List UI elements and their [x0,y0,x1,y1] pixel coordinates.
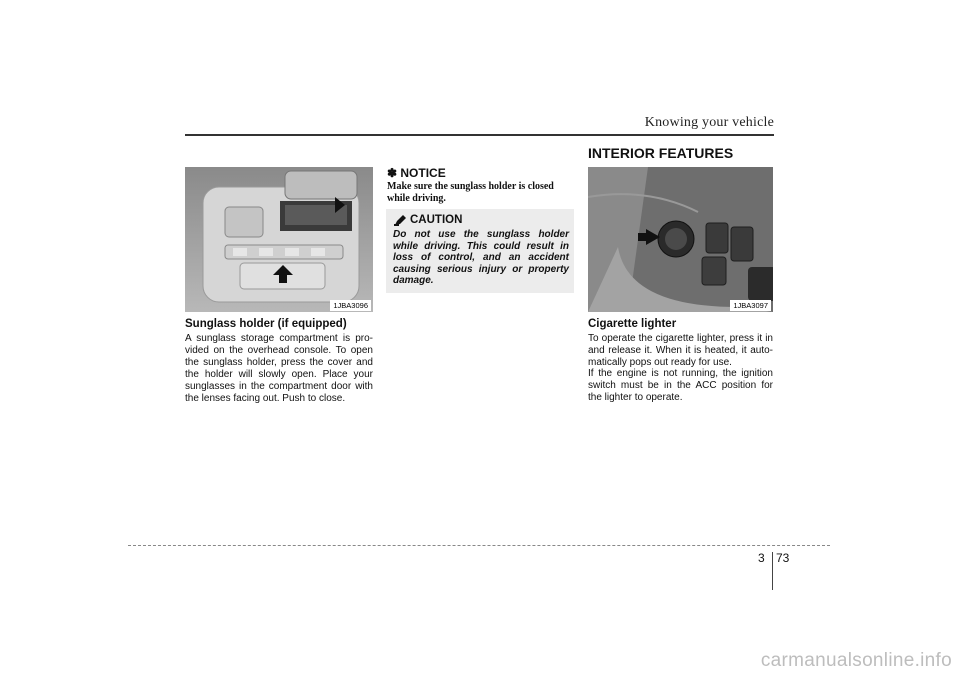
notice-text: Make sure the sunglass holder is closed while driving. [387,181,554,204]
caution-pencil-icon [394,215,407,226]
header-rule [185,134,774,136]
footer-dashed-rule [128,545,830,546]
caution-text: Do not use the sunglass holder while driving. This could result in loss of control, and an accident causing serious injury or property damage. [393,229,569,286]
sunglass-holder-photo [185,167,373,312]
page-number-divider [772,552,773,590]
overhead-console-illustration [185,167,373,312]
page-number: 73 [776,551,790,565]
sunglass-holder-subhead: Sunglass holder (if equipped) [185,318,347,330]
sunglass-holder-body: A sunglass storage compartment is pro-vided on the overhead console. To open the sunglass holder, press the cover and the holder will slowly open. Place your sunglasses in the compartment door with the lenses facing out. Push to close. [185,333,373,404]
cigarette-lighter-body-1: To operate the cigarette lighter, press it in and release it. When it is heated, it auto-matically pops out ready for use. [588,333,773,368]
photo-caption: 1JBA3096 [330,300,371,311]
chapter-number: 3 [758,551,765,565]
section-heading: INTERIOR FEATURES [588,145,734,161]
caution-title: CAUTION [410,214,463,226]
cigarette-lighter-illustration [588,167,773,312]
cigarette-lighter-subhead: Cigarette lighter [588,318,677,330]
notice-title: ✽ NOTICE [387,166,446,180]
running-header: Knowing your vehicle [644,115,774,130]
site-watermark: carmanualsonline.info [760,650,952,671]
photo-caption: 1JBA3097 [730,300,771,311]
cigarette-lighter-body-2: If the engine is not running, the ignition switch must be in the ACC position for the lighter to operate. [588,368,773,403]
cigarette-lighter-photo [588,167,773,312]
